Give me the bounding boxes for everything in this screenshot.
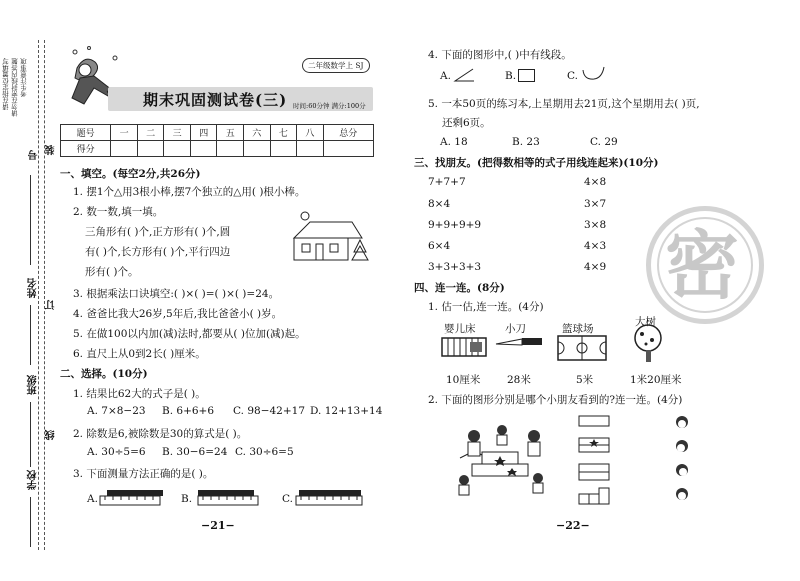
- crib-figure: [440, 334, 490, 360]
- match-left-item[interactable]: 8×4: [428, 198, 451, 210]
- choice-3: 3. 下面测量方法正确的是( )。: [73, 468, 214, 480]
- score-input[interactable]: [164, 141, 191, 157]
- choice-2-option-a[interactable]: A. 30÷5=6: [87, 446, 146, 458]
- score-input[interactable]: [190, 141, 217, 157]
- school-field[interactable]: [30, 497, 31, 547]
- value-5m[interactable]: 5米: [576, 374, 594, 386]
- score-input[interactable]: [137, 141, 164, 157]
- section-matching: 三、找朋友。(把得数相等的式子用线连起来)(10分): [414, 157, 659, 169]
- item-label-crib: 婴儿床: [444, 323, 476, 335]
- square-figure: [518, 69, 535, 82]
- choice-4: 4. 下面的图形中,( )中有线段。: [428, 49, 572, 61]
- value-28m[interactable]: 28米: [507, 374, 531, 386]
- notice-3: 考生注意事项: [20, 58, 28, 97]
- page-number-left: −21−: [201, 519, 235, 532]
- score-input[interactable]: [244, 141, 271, 157]
- score-input[interactable]: [297, 141, 324, 157]
- number-field[interactable]: [30, 175, 31, 265]
- score-cell: 总分: [323, 125, 373, 141]
- score-value-row: [61, 141, 374, 157]
- score-cell: 七: [270, 125, 297, 141]
- name-label: 姓名: [28, 278, 39, 298]
- match-left-item[interactable]: 3+3+3+3: [428, 261, 482, 273]
- score-cell: 题号: [61, 125, 111, 141]
- ruler-figure-c: [295, 489, 370, 509]
- match-right-item[interactable]: 3×7: [584, 198, 607, 210]
- question-1: 1. 摆1个△用3根小棒,摆7个独立的△用( )根小棒。: [73, 186, 306, 198]
- score-input[interactable]: [217, 141, 244, 157]
- angle-figure: [453, 68, 475, 82]
- choice-1-option-b[interactable]: B. 6+6+6: [162, 405, 215, 417]
- number-label: 号: [29, 150, 40, 160]
- section-choice: 二、选择。(10分): [60, 368, 148, 380]
- class-field[interactable]: [30, 402, 31, 467]
- grade-badge: 二年级数学上 SJ: [302, 58, 370, 73]
- choice-4-option-b[interactable]: B.: [505, 70, 517, 82]
- kid-heads-figure: [670, 414, 694, 506]
- question-2: 2. 数一数,填一填。: [73, 206, 164, 218]
- choice-4-option-c[interactable]: C.: [567, 70, 578, 82]
- match-right-item[interactable]: 4×9: [584, 261, 607, 273]
- choice-1-option-a[interactable]: A. 7×8−23: [87, 405, 146, 417]
- choice-2: 2. 除数是6,被除数是30的算式是( )。: [73, 428, 248, 440]
- notice-2: 请勿在密封线内答题: [11, 58, 19, 117]
- name-field[interactable]: [30, 305, 31, 365]
- connect-2: 2. 下面的图形分别是哪个小朋友看到的?连一连。(4分): [428, 394, 683, 406]
- ruler-figure-a: [99, 489, 169, 509]
- choice-3-option-c[interactable]: C.: [282, 493, 293, 505]
- choice-5-option-b[interactable]: B. 23: [512, 136, 540, 148]
- question-6: 6. 直尺上从0到2长( )厘米。: [73, 348, 206, 360]
- score-input[interactable]: [111, 141, 138, 157]
- score-cell: 三: [164, 125, 191, 141]
- cut-mark-2: 订: [46, 300, 57, 310]
- cut-mark-3: 线: [46, 430, 57, 440]
- knife-figure: [494, 336, 544, 348]
- cut-mark-1: 装: [46, 145, 57, 155]
- binding-strip: [0, 0, 57, 581]
- score-input[interactable]: [323, 141, 373, 157]
- score-cell: 二: [137, 125, 164, 141]
- page-title: 期末巩固测试卷(三): [143, 91, 288, 109]
- score-header-row: [61, 125, 374, 141]
- stamp-character: 密: [665, 223, 739, 309]
- score-label: 得分: [61, 141, 111, 157]
- choice-3-option-b[interactable]: B.: [181, 493, 193, 505]
- section-connect: 四、连一连。(8分): [414, 282, 505, 294]
- question-3: 3. 根据乘法口诀填空:( )×( )=( )×( )=24。: [73, 288, 280, 300]
- choice-4-option-a[interactable]: A.: [440, 70, 451, 82]
- value-10cm[interactable]: 10厘米: [446, 374, 481, 386]
- score-input[interactable]: [270, 141, 297, 157]
- score-cell: 一: [111, 125, 138, 141]
- choice-5-line-2: 还剩6页。: [442, 117, 491, 129]
- choice-2-option-b[interactable]: B. 30−6=24: [162, 446, 228, 458]
- question-2-line-2: 有( )个,长方形有( )个,平行四边: [85, 246, 231, 258]
- question-5: 5. 在做100以内加(减)法时,都要从( )位加(减)起。: [73, 328, 306, 340]
- question-4: 4. 爸爸比我大26岁,5年后,我比爸爸小( )岁。: [73, 308, 283, 320]
- value-1m20cm[interactable]: 1米20厘米: [630, 374, 682, 386]
- item-label-court: 篮球场: [562, 323, 594, 335]
- question-2-line-3: 形有( )个。: [85, 266, 139, 278]
- score-cell: 五: [217, 125, 244, 141]
- children-viewing-figure: [452, 422, 552, 500]
- house-figure: [290, 208, 375, 263]
- time-info: 时间:60分钟 满分:100分: [293, 102, 366, 110]
- choice-1: 1. 结果比62大的式子是( )。: [73, 388, 206, 400]
- basketball-court-figure: [556, 334, 608, 362]
- choice-1-option-d[interactable]: D. 12+13+14: [310, 405, 383, 417]
- match-right-item[interactable]: 4×3: [584, 240, 607, 252]
- ruler-figure-b: [195, 489, 265, 509]
- match-right-item[interactable]: 3×8: [584, 219, 607, 231]
- choice-1-option-c[interactable]: C. 98−42+17: [233, 405, 306, 417]
- view-shapes-figure: [575, 414, 615, 506]
- tree-figure: [628, 322, 668, 364]
- choice-3-option-a[interactable]: A.: [87, 493, 98, 505]
- connect-1: 1. 估一估,连一连。(4分): [428, 301, 544, 313]
- item-label-tree: 大树: [635, 316, 656, 328]
- score-cell: 六: [244, 125, 271, 141]
- match-left-item[interactable]: 9+9+9+9: [428, 219, 482, 231]
- section-fill-blank: 一、填空。(每空2分,共26分): [60, 168, 201, 180]
- match-right-item[interactable]: 4×8: [584, 176, 607, 188]
- page-number-right: −22−: [556, 519, 590, 532]
- question-2-line-1: 三角形有( )个,正方形有( )个,圆: [85, 226, 231, 238]
- choice-5: 5. 一本50页的练习本,上星期用去21页,这个星期用去( )页,: [428, 98, 700, 110]
- seal-line-inner: [44, 40, 45, 550]
- class-label: 班级: [28, 375, 39, 395]
- notice-1: 请在指定位置填写: [2, 58, 10, 110]
- match-left-item[interactable]: 6×4: [428, 240, 451, 252]
- score-cell: 四: [190, 125, 217, 141]
- score-cell: 八: [297, 125, 324, 141]
- choice-5-option-a[interactable]: A. 18: [440, 136, 468, 148]
- choice-5-option-c[interactable]: C. 29: [590, 136, 618, 148]
- item-label-knife: 小刀: [505, 323, 526, 335]
- match-left-item[interactable]: 7+7+7: [428, 176, 466, 188]
- secret-stamp: [646, 206, 764, 324]
- curve-figure: [580, 64, 606, 82]
- choice-2-option-c[interactable]: C. 30÷6=5: [235, 446, 294, 458]
- school-label: 学校: [28, 470, 39, 490]
- score-table: [60, 124, 374, 157]
